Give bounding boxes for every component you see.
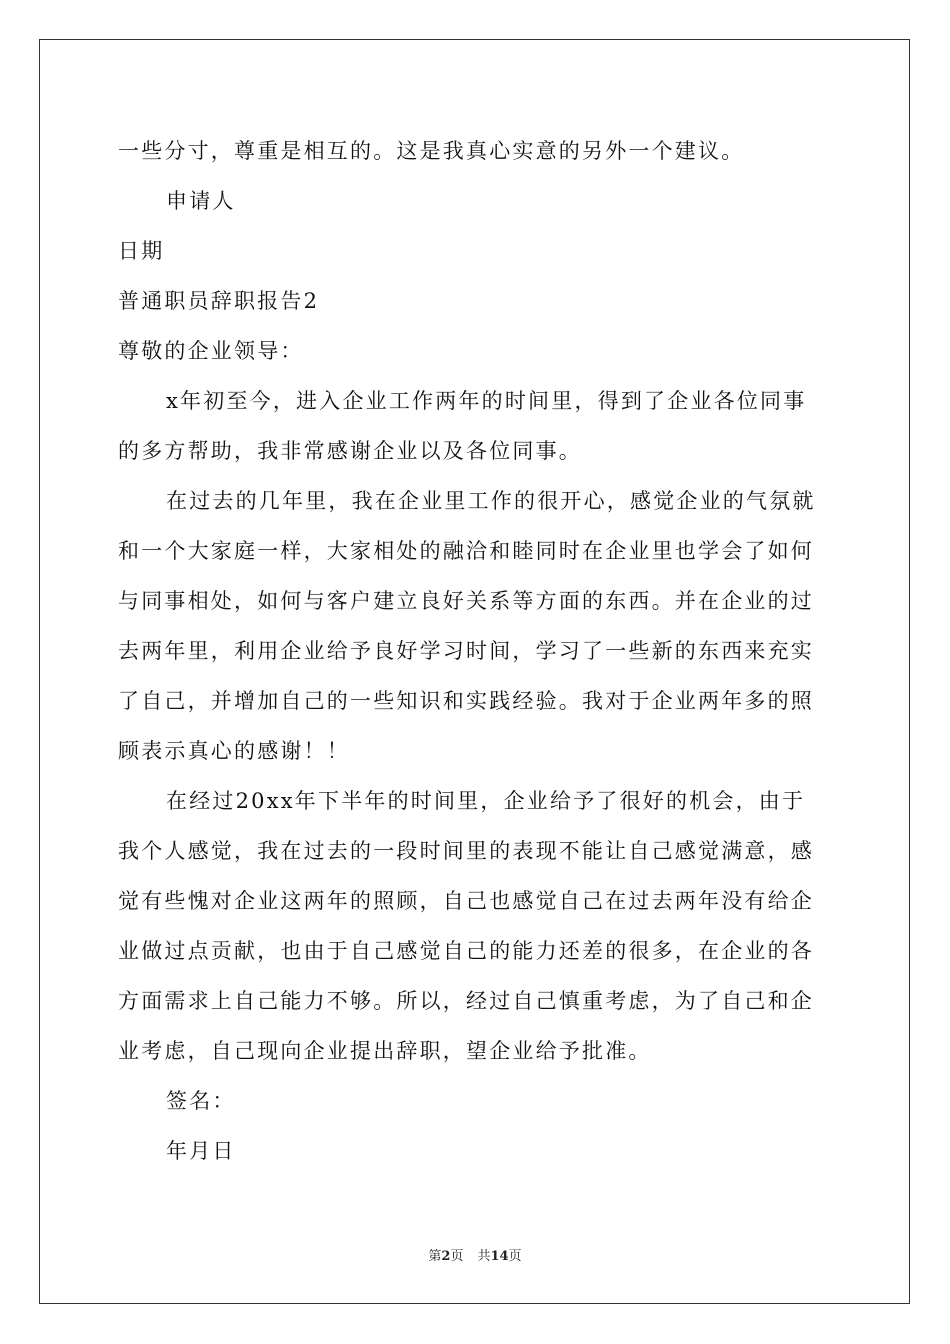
text-line: 觉有些愧对企业这两年的照顾，自己也感觉自己在过去两年没有给企 [118,889,814,913]
text-line: 业做过点贡献，也由于自己感觉自己的能力还差的很多，在企业的各 [118,939,814,963]
text-line: 了自己，并增加自己的一些知识和实践经验。我对于企业两年多的照 [118,689,814,713]
text-line: 方面需求上自己能力不够。所以，经过自己慎重考虑，为了自己和企 [118,989,814,1013]
total-suffix: 页 [508,1249,522,1264]
page-suffix: 页 [450,1249,464,1264]
salutation: 尊敬的企业领导： [118,339,304,363]
text-line: x年初至今，进入企业工作两年的时间里，得到了企业各位同事 [166,389,807,413]
total-prefix: 共 [477,1249,491,1264]
signature-label: 签名： [166,1089,236,1113]
text-line: 与同事相处，如何与客户建立良好关系等方面的东西。并在企业的过 [118,589,814,613]
text-line: 的多方帮助，我非常感谢企业以及各位同事。 [118,439,582,463]
page-number: 2 [441,1249,451,1264]
date-label: 日期 [118,239,165,263]
text-line: 在过去的几年里，我在企业里工作的很开心，感觉企业的气氛就 [166,489,816,513]
text-line: 在经过20xx年下半年的时间里，企业给予了很好的机会，由于 [166,789,806,813]
text-line: 和一个大家庭一样，大家相处的融洽和睦同时在企业里也学会了如何 [118,539,814,563]
total-pages: 14 [490,1249,509,1264]
document-body [118,126,832,1176]
document-title: 普通职员辞职报告2 [118,289,320,313]
text-line: 业考虑，自己现向企业提出辞职，望企业给予批准。 [118,1039,652,1063]
applicant-label: 申请人 [166,189,236,213]
page-footer [0,1245,950,1264]
page-prefix: 第 [428,1249,442,1264]
text-line: 一些分寸，尊重是相互的。这是我真心实意的另外一个建议。 [118,139,745,163]
text-line: 顾表示真心的感谢！！ [118,739,350,763]
date-placeholder: 年月日 [166,1139,236,1163]
text-line: 去两年里，利用企业给予良好学习时间，学习了一些新的东西来充实 [118,639,814,663]
text-line: 我个人感觉，我在过去的一段时间里的表现不能让自己感觉满意，感 [118,839,814,863]
